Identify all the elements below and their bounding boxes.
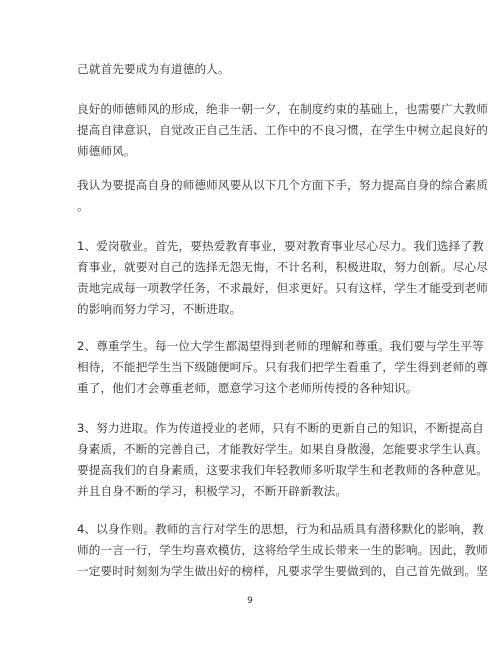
paragraph-intro [77,59,422,80]
text-line: 并且自身不断的学习，积极学习，不断开辟新教法。 [77,484,348,498]
text-line: 4、以身作则。教师的言行对学生的思想，行为和品质具有潜移默化的影响，教 [77,522,484,536]
text-line: 一定要时时刻刻为学生做出好的榜样，凡要求学生要做到的，自己首先做到。坚 [77,564,489,578]
text-line: 重了，他们才会尊重老师，愿意学习这个老师所传授的各种知识。 [77,381,418,395]
text-line: 提高自律意识，自觉改正自己生活、工作中的不良习惯，在学生中树立起良好的 [77,123,489,137]
text-line: 相待，不能把学生当下级随便呵斥。只有我们把学生看重了，学生得到老师的尊 [77,360,489,374]
page-number: 9 [247,596,253,606]
text-line: 己就首先要成为有道德的人。 [77,62,230,76]
text-line: 我认为要提高自身的师德师风要从以下几个方面下手，努力提高自身的综合素质 [77,178,489,192]
text-line: 良好的师德师风的形成，绝非一朝一夕，在制度约束的基础上，也需要广大教师 [77,102,489,116]
text-line: 2、尊重学生。每一位大学生都渴望得到老师的理解和尊重。我们要与学生平等 [77,339,484,353]
paragraph-point-4 [77,519,489,582]
text-line: 3、努力进取。作为传道授业的老师，只有不断的更新自己的知识，不断提高自 [77,421,484,435]
text-line: 身素质，不断的完善自己，才能教好学生。如果自身散漫，怎能要求学生认真。 [77,442,489,456]
paragraph-point-3 [77,418,489,502]
paragraph-improvement-aspects [77,175,489,217]
text-line: 1、爱岗敬业。首先，要热爱教育事业，要对教育事业尽心尽力。我们选择了教 [77,239,484,253]
text-line: 要提高我们的自身素质，这要求我们年轻教师多听取学生和老教师的各种意见。 [77,463,489,477]
paragraph-teacher-ethics [77,99,489,162]
text-line: 。 [77,199,89,213]
text-line: 的影响而努力学习，不断进取。 [77,302,242,316]
paragraph-point-1 [77,236,489,320]
text-line: 育事业，就要对自己的选择无怨无悔，不计名利，积极进取，努力创新。尽心尽 [77,260,489,274]
text-line: 师德师风。 [77,144,136,158]
paragraph-point-2 [77,336,489,399]
text-line: 师的一言一行，学生均喜欢模仿，这将给学生成长带来一生的影响。因此，教师 [77,543,489,557]
text-line: 责地完成每一项教学任务，不求最好，但求更好。只有这样，学生才能受到老师 [77,281,489,295]
